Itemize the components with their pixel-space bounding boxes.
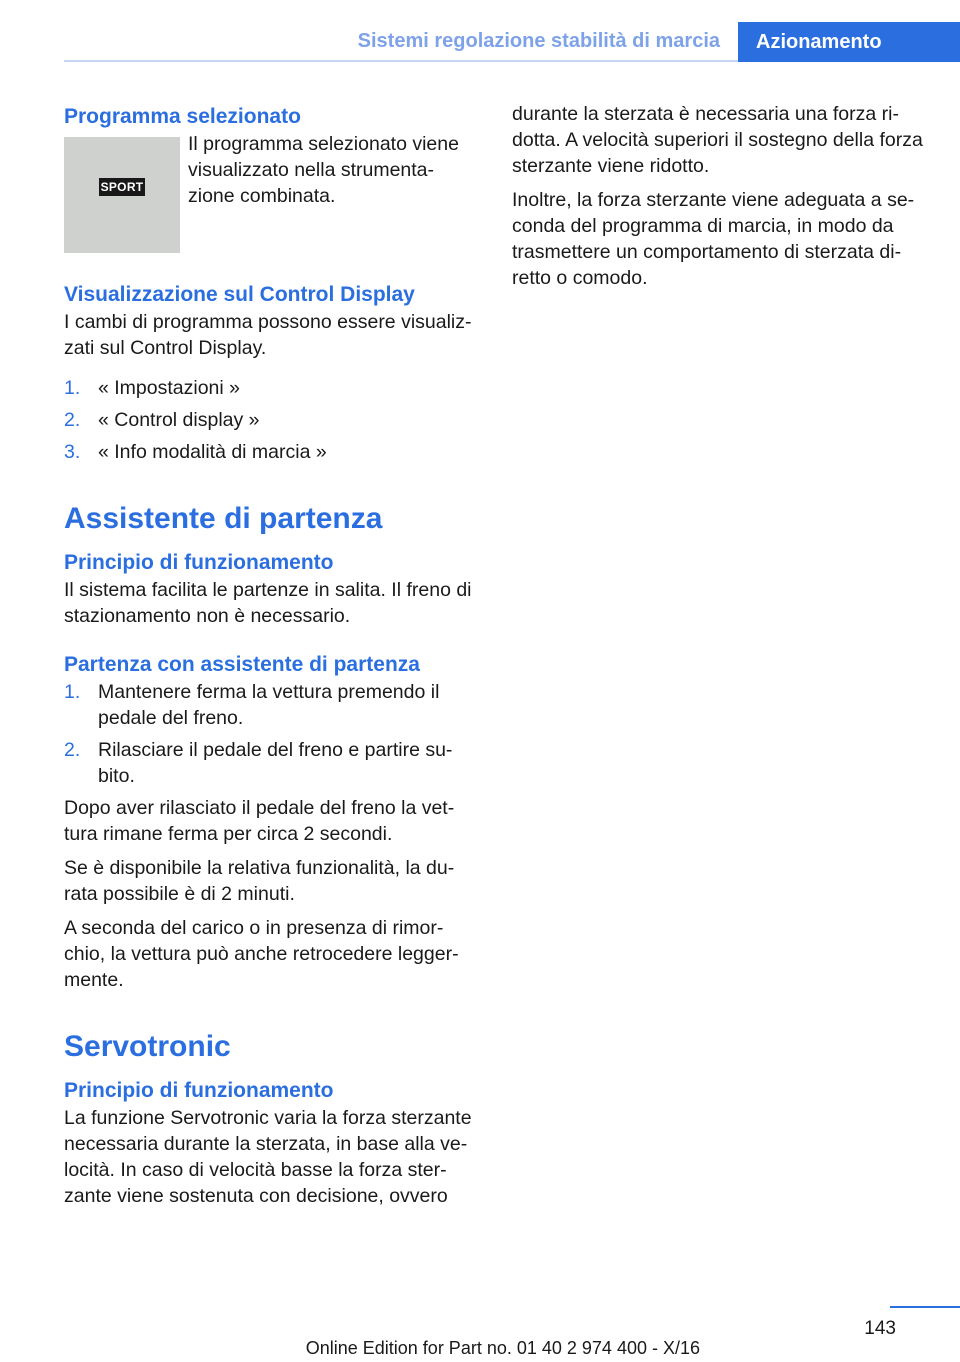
step-number: 2. (64, 739, 81, 761)
header-section-title: Sistemi regolazione stabilità di marcia (357, 30, 720, 52)
footer-rule (890, 1306, 960, 1308)
program-image-row (64, 133, 478, 253)
servotronic-paragraph-2: Inoltre, la forza sterzante viene adeguata a se-conda del programma di marcia, in modo da trasmettere un comportamento di sterzata di-retto o comodo. (512, 189, 915, 289)
step-text: « Control display » (98, 409, 260, 431)
sport-display-image (64, 137, 180, 253)
heading-principio-2: Principio di funzionamento (64, 1079, 334, 1102)
partenza-steps-list (64, 679, 478, 789)
edition-note: Online Edition for Part no. 01 40 2 974 400 - X/16 (305, 1338, 700, 1358)
step-number: 1. (64, 681, 81, 703)
list-item (64, 439, 478, 465)
heading-servotronic: Servotronic (64, 1030, 231, 1063)
right-column (512, 101, 926, 299)
partenza-paragraph-3: A seconda del carico o in presenza di rimor-chio, la vettura può anche retrocedere legger-mente. (64, 917, 459, 991)
step-text: Mantenere ferma la vettura premendo il pedale del freno. (98, 681, 440, 729)
list-item (64, 679, 478, 731)
vis-paragraph: I cambi di programma possono essere visualiz-zati sul Control Display. (64, 311, 472, 359)
step-text: « Info modalità di marcia » (98, 441, 327, 463)
heading-partenza: Partenza con assistente di partenza (64, 653, 420, 676)
header-chapter-tab: Azionamento (738, 22, 960, 62)
program-text: Il programma selezionato viene visualizzato nella strumenta-zione combinata. (188, 133, 459, 207)
heading-programma-selezionato: Programma selezionato (64, 105, 301, 128)
servotronic-paragraph-1: durante la sterzata è necessaria una forza ri-dotta. A velocità superiori il sostegno della forza sterzante viene ridotto. (512, 103, 923, 177)
principio-2-paragraph: La funzione Servotronic varia la forza sterzante necessaria durante la sterzata, in base alla ve-locità. In caso di velocità basse la forza ster-zante viene sostenuta con decisione, ovvero (64, 1107, 472, 1207)
heading-assistente-partenza: Assistente di partenza (64, 502, 383, 535)
step-number: 3. (64, 441, 81, 463)
partenza-paragraph-2: Se è disponibile la relativa funzionalità, la du-rata possibile è di 2 minuti. (64, 857, 455, 905)
list-item (64, 375, 478, 401)
principio-1-paragraph: Il sistema facilita le partenze in salita. Il freno di stazionamento non è necessario. (64, 579, 472, 627)
vis-steps-list (64, 375, 478, 465)
heading-principio-1: Principio di funzionamento (64, 551, 334, 574)
left-column (64, 103, 478, 1217)
list-item (64, 737, 478, 789)
step-number: 2. (64, 409, 81, 431)
step-text: Rilasciare il pedale del freno e partire su-bito. (98, 739, 453, 787)
list-item (64, 407, 478, 433)
step-text: « Impostazioni » (98, 377, 240, 399)
page-number: 143 (864, 1318, 896, 1339)
sport-badge: SPORT (100, 180, 144, 194)
partenza-paragraph-1: Dopo aver rilasciato il pedale del freno la vet-tura rimane ferma per circa 2 secondi. (64, 797, 455, 845)
heading-visualizzazione: Visualizzazione sul Control Display (64, 283, 415, 306)
step-number: 1. (64, 377, 81, 399)
